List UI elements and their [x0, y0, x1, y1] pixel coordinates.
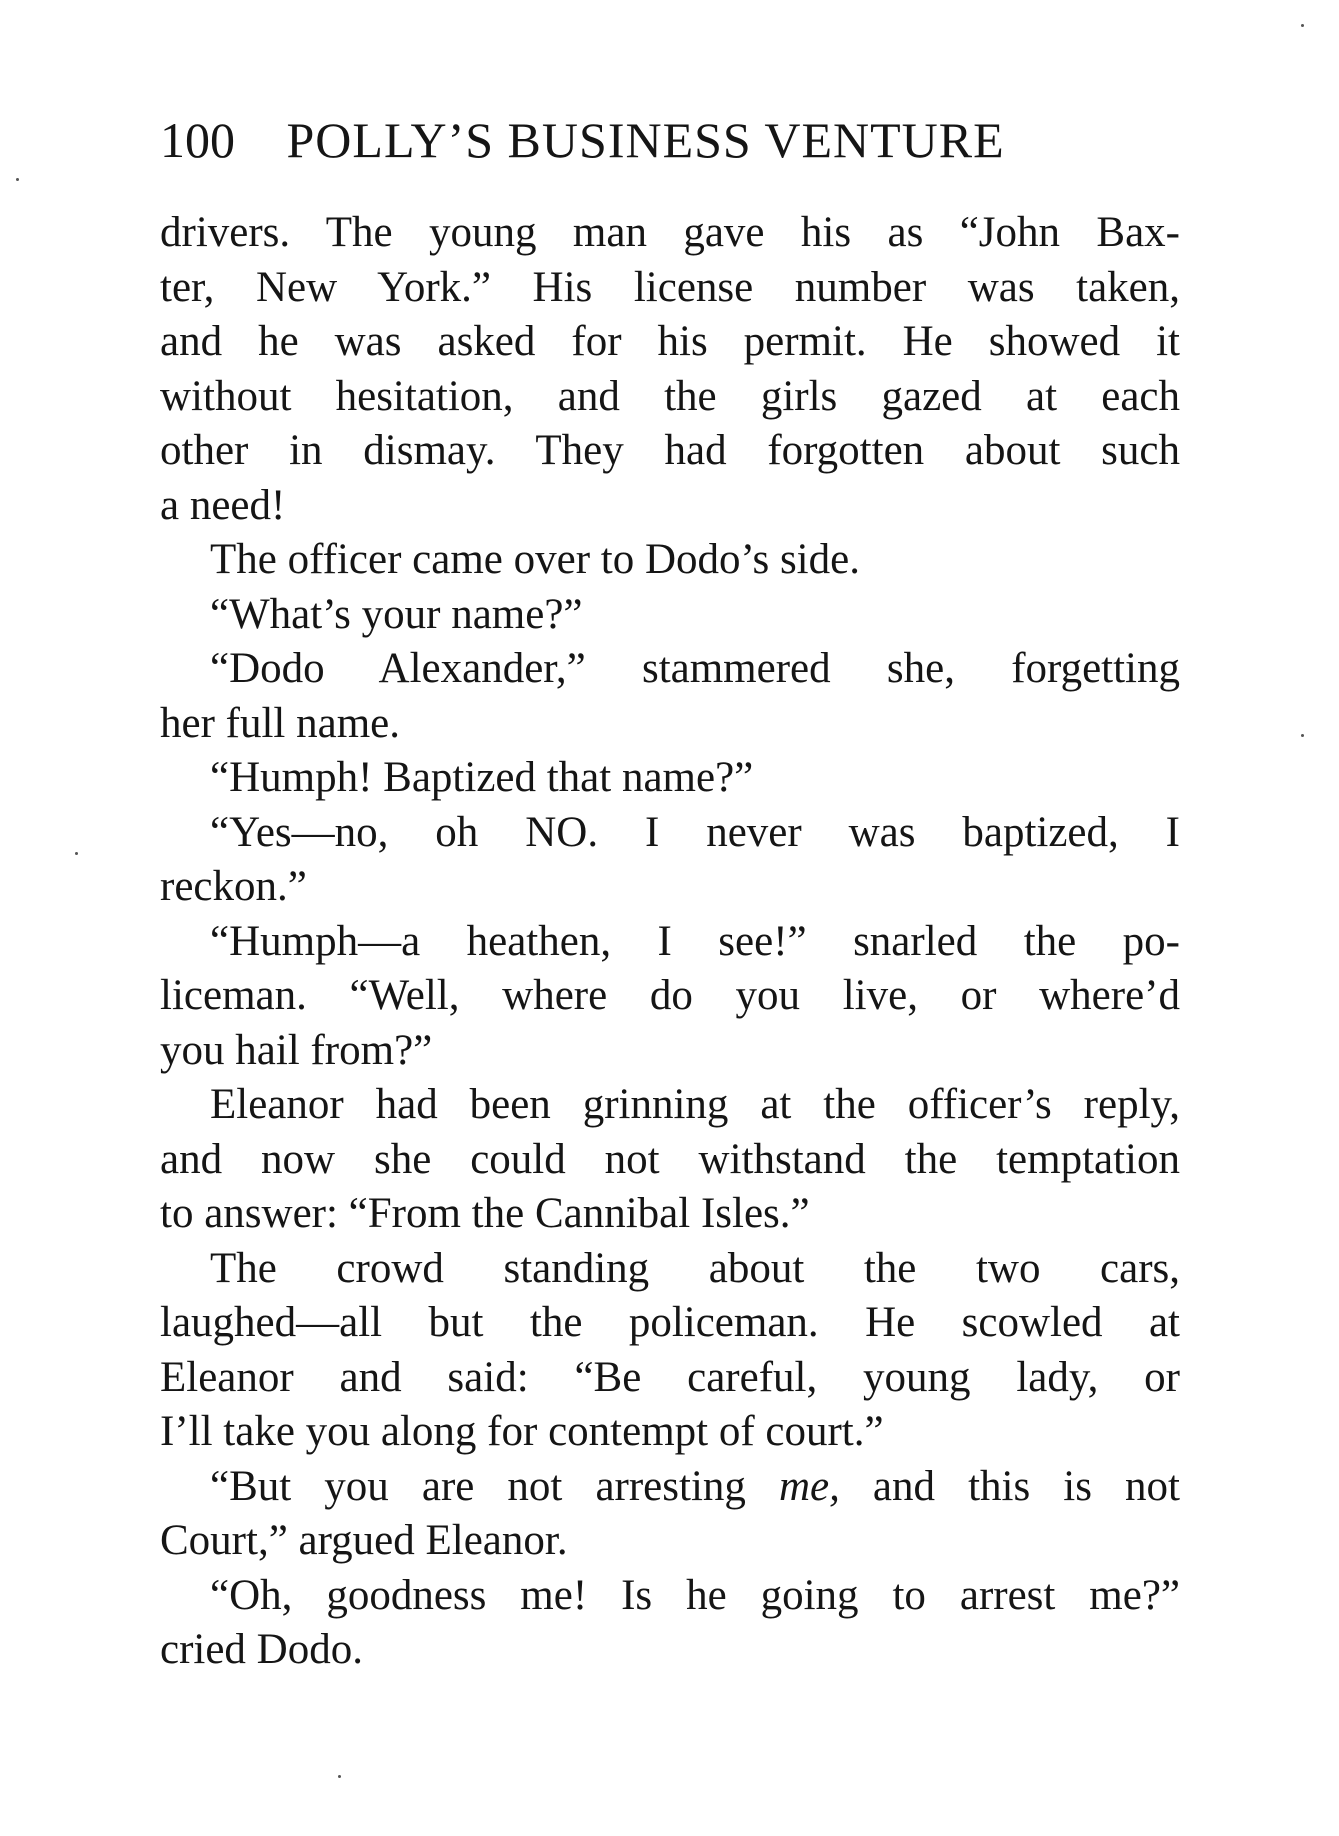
text-line: I’ll take you along for contempt of court.” — [160, 1408, 884, 1455]
text-line: drivers. The young man gave his as “John Bax- — [160, 209, 1180, 256]
text-line: “Humph—a heathen, I see!” snarled the po- — [210, 917, 1180, 965]
text-run: and this is not — [839, 1462, 1180, 1510]
text-line: laughed—all but the policeman. He scowled at — [160, 1299, 1180, 1346]
text-line: Eleanor and said: “Be careful, young lady, or — [160, 1353, 1180, 1401]
text-line: and he was asked for his permit. He showed it — [160, 318, 1180, 365]
text-line: reckon.” — [160, 863, 307, 910]
text-line: “Oh, goodness me! Is he going to arrest me?” — [210, 1571, 1180, 1619]
text-line: to answer: “From the Cannibal Isles.” — [160, 1190, 810, 1237]
scan-speck — [75, 852, 78, 855]
text-line: Eleanor had been grinning at the officer’s reply, — [210, 1081, 1180, 1128]
text-line: “Dodo Alexander,” stammered she, forgetting — [210, 645, 1180, 692]
text-line: liceman. “Well, where do you live, or where’d — [160, 972, 1180, 1019]
text-line: The crowd standing about the two cars, — [210, 1244, 1180, 1292]
scan-speck — [1301, 734, 1304, 737]
text-line: The officer came over to Dodo’s side. — [210, 536, 860, 583]
text-line: “Yes—no, oh NO. I never was baptized, I — [210, 808, 1180, 856]
text-run: “But you are not arresting — [210, 1462, 779, 1510]
running-title: POLLY’S BUSINESS VENTURE — [286, 112, 1005, 168]
text-line: you hail from?” — [160, 1026, 433, 1074]
text-line: “Humph! Baptized that name?” — [210, 754, 754, 801]
scan-speck — [1301, 24, 1304, 27]
text-line: cried Dodo. — [160, 1626, 363, 1673]
text-line: a need! — [160, 481, 286, 529]
text-line: other in dismay. They had forgotten about such — [160, 427, 1180, 474]
emphasized-word: me, — [778, 1462, 840, 1510]
text-line: without hesitation, and the girls gazed at each — [160, 372, 1180, 420]
text-line: her full name. — [160, 699, 400, 747]
scan-speck — [338, 1775, 341, 1778]
text-line: Court,” argued Eleanor. — [160, 1517, 568, 1564]
page-number: 100 — [160, 112, 235, 168]
body-text — [160, 206, 1180, 1678]
scan-speck — [16, 178, 19, 181]
text-line: and now she could not withstand the temptation — [160, 1135, 1180, 1183]
running-head — [160, 110, 1180, 170]
text-line — [160, 1460, 1180, 1515]
text-line: “What’s your name?” — [210, 590, 583, 638]
text-line: ter, New York.” His license number was taken, — [160, 263, 1180, 311]
